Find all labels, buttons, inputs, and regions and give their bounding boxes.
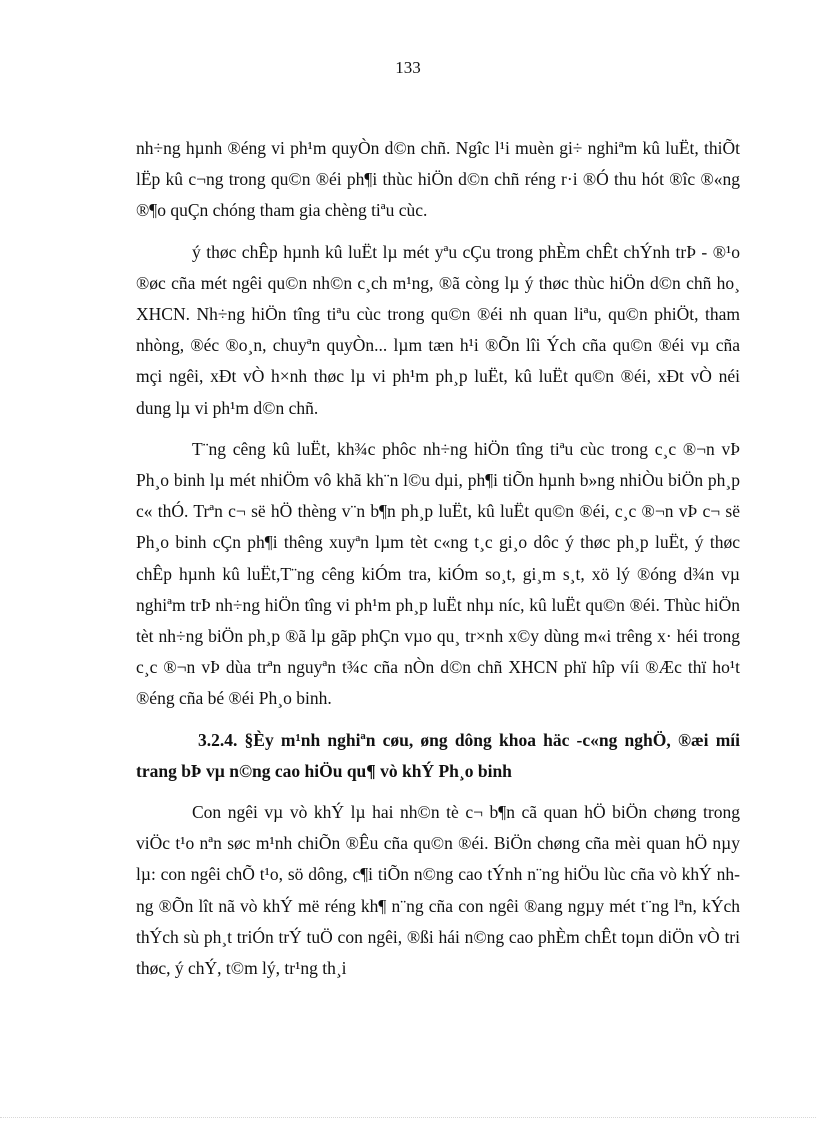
paragraph-2: ý thøc chÊp hµnh kû luËt lµ mét yªu cÇu trong phÈm chÊt chÝnh trÞ - ®¹o ®øc cña mét ngêi qu©n nh©n c¸ch m¹ng, ®ã còng lµ ý thøc thùc hiÖn d©n chñ ho¸ XHCN. Nh÷ng hiÖn tîng tiªu cùc trong qu©n ®éi nh quan liªu, qu©n phiÖt, tham nhòng, ®éc ®o¸n, chuyªn quyÒn... lµm tæn h¹i ®Õn lîi Ých cña qu©n ®éi vµ cña mçi ngêi, xÐt vÒ h×nh thøc lµ vi ph¹m ph¸p luËt, kû luËt qu©n ®éi, xÐt vÒ néi dung lµ vi ph¹m d©n chñ. xyxy=(136,241,740,418)
paragraph-4: Con ngêi vµ vò khÝ lµ hai nh©n tè c¬ b¶n cã quan hÖ biÖn chøng trong viÖc t¹o nªn søc m¹nh chiÕn ®Êu cña qu©n ®éi. BiÖn chøng cña mèi quan hÖ nµy lµ: con ngêi chÕ t¹o, sö dông, c¶i tiÕn n©ng cao tÝnh n¨ng hiÖu lùc cña vò khÝ nhng ®Õn lît nã vò khÝ më réng kh¶ n¨ng cña con ngêi ®ang ngµy mét t¨ng lªn, kÝch thÝch sù ph¸t triÓn trÝ tuÖ con ngêi, ®ßi hái n©ng cao phÈm chÊt toµn diÖn vÒ tri thøc, ý chÝ, t©m lý, tr¹ng th¸i xyxy=(136,802,740,979)
page-bottom-divider xyxy=(0,1117,816,1118)
section-heading: 3.2.4. §Èy m¹nh nghiªn cøu, øng dông khoa häc -c«ng nghÖ, ®æi míi trang bÞ vµ n©ng cao hiÖu qu¶ vò khÝ Ph¸o binh xyxy=(136,729,740,781)
page-number: 133 xyxy=(395,58,421,77)
paragraph-3: T¨ng cêng kû luËt, kh¾c phôc nh÷ng hiÖn tîng tiªu cùc trong c¸c ®¬n vÞ Ph¸o binh lµ mét nhiÖm vô khã kh¨n l©u dµi, ph¶i tiÕn hµnh b»ng nhiÒu biÖn ph¸p c« thÓ. Trªn c¬ së hÖ thèng v¨n b¶n ph¸p luËt, kû luËt qu©n ®éi, c¸c ®¬n vÞ c¬ së Ph¸o binh cÇn ph¶i thêng xuyªn lµm tèt c«ng t¸c gi¸o dôc ý thøc ph¸p luËt, ý thøc chÊp hµnh kû luËt,T¨ng cêng kiÓm tra, kiÓm so¸t, gi¸m s¸t, xö lý ®óng d¾n vµ nghiªm trÞ nh÷ng hiÖn tîng vi ph¹m ph¸p luËt nhµ níc, kû luËt qu©n ®éi. Thùc hiÖn tèt nh÷ng biÖn ph¸p ®ã lµ gãp phÇn vµo qu¸ tr×nh x©y dùng m«i trêng x· héi trong c¸c ®¬n vÞ dùa trªn nguyªn t¾c cña nÒn d©n chñ XHCN phï hîp víi ®Æc thï ho¹t ®éng cña bé ®éi Ph¸o binh. xyxy=(136,438,740,709)
paragraph-1: nh÷ng hµnh ®éng vi ph¹m quyÒn d©n chñ. Ngîc l¹i muèn gi÷ nghiªm kû luËt, thiÕt lËp kû c¬ng trong qu©n ®éi ph¶i thùc hiÖn d©n chñ réng r·i ®Ó thu hót ®îc ®«ng ®¶o quÇn chóng tham gia chèng tiªu cùc. xyxy=(136,138,740,221)
body-text xyxy=(136,133,740,994)
